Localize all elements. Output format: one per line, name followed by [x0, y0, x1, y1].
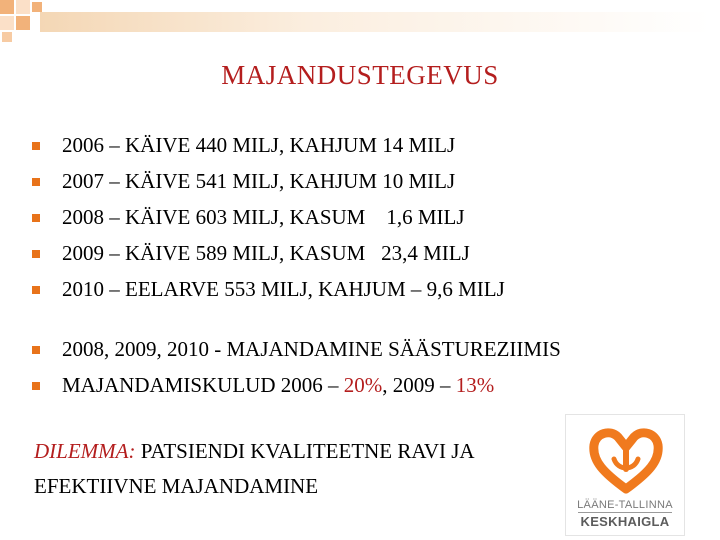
costs-middle: , 2009 –	[382, 373, 456, 397]
dilemma-label: DILEMMA:	[34, 439, 136, 463]
list-item	[30, 271, 505, 307]
bullet-square-icon	[32, 214, 40, 222]
list-item	[30, 235, 505, 271]
bullet-square-icon	[32, 346, 40, 354]
costs-percent-2006: 20%	[343, 373, 383, 397]
logo-divider	[578, 512, 672, 513]
list-item-text: 2006 – KÄIVE 440 MILJ, KAHJUM 14 MILJ	[62, 133, 456, 157]
bullet-square-icon	[32, 286, 40, 294]
list-item-text: 2008, 2009, 2010 - MAJANDAMINE SÄÄSTUREZIIMIS	[62, 337, 561, 361]
list-item	[30, 127, 505, 163]
list-item	[30, 163, 505, 199]
costs-prefix: MAJANDAMISKULUD 2006 –	[62, 373, 344, 397]
bullet-square-icon	[32, 178, 40, 186]
bullet-square-icon	[32, 142, 40, 150]
logo-text-top: LÄÄNE-TALLINNA	[577, 499, 673, 511]
list-item-text: 2007 – KÄIVE 541 MILJ, KAHJUM 10 MILJ	[62, 169, 456, 193]
logo-text-bottom: KESKHAIGLA	[580, 514, 670, 529]
hospital-logo	[565, 414, 685, 536]
management-notes-list	[30, 331, 561, 403]
costs-percent-2009: 13%	[455, 373, 495, 397]
list-item-text: 2009 – KÄIVE 589 MILJ, KASUM 23,4 MILJ	[62, 241, 470, 265]
corner-squares-decoration	[0, 0, 80, 60]
list-item	[30, 367, 561, 403]
dilemma-statement	[34, 434, 574, 504]
financial-results-list	[30, 127, 505, 307]
list-item	[30, 199, 505, 235]
page-title: MAJANDUSTEGEVUS	[221, 60, 499, 90]
bullet-square-icon	[32, 382, 40, 390]
list-item	[30, 331, 561, 367]
list-item-text: 2010 – EELARVE 553 MILJ, KAHJUM – 9,6 MILJ	[62, 277, 505, 301]
heart-logo-icon	[586, 425, 666, 495]
header-gradient-bar	[40, 12, 710, 32]
bullet-square-icon	[32, 250, 40, 258]
dilemma-line1: PATSIENDI KVALITEETNE RAVI JA	[135, 439, 475, 463]
dilemma-line2: EFEKTIIVNE MAJANDAMINE	[34, 474, 319, 498]
list-item-text: 2008 – KÄIVE 603 MILJ, KASUM 1,6 MILJ	[62, 205, 465, 229]
